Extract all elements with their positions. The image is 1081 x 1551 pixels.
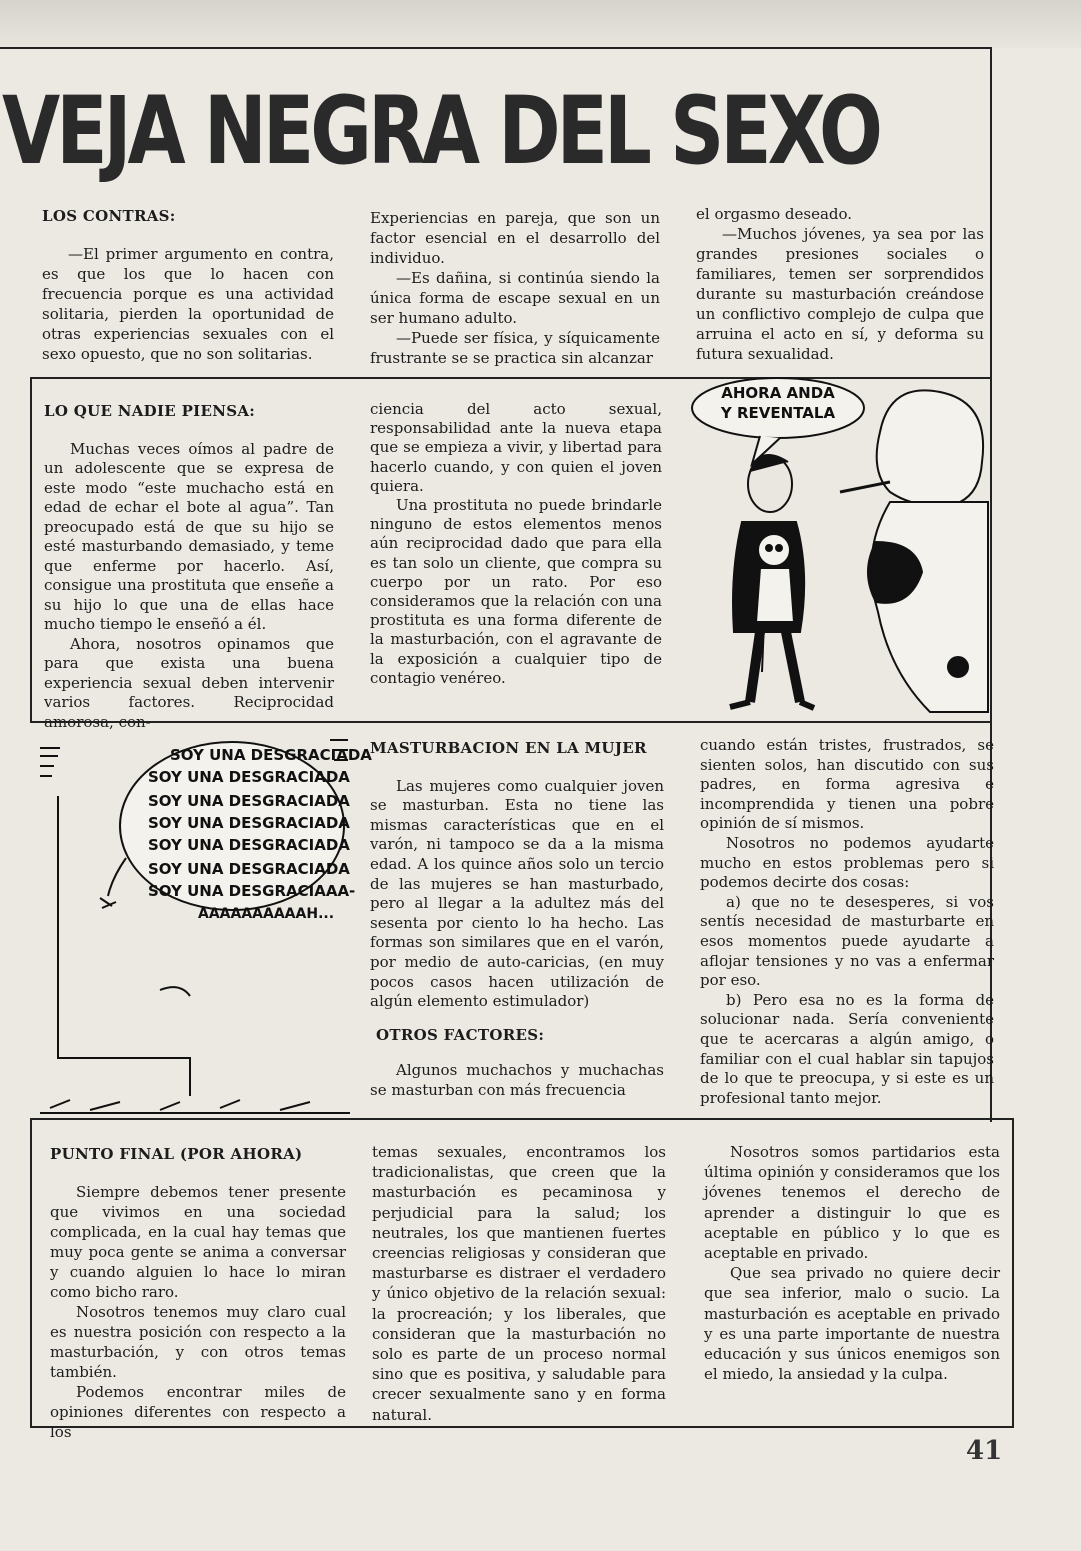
paragraph: Nosotros somos partidarios esta última opinión y consideramos que los jóvenes tenemos el derecho de aprender a distinguir lo que es aceptable en público y lo que es aceptable en privado. bbox=[704, 1143, 1000, 1263]
paragraph: temas sexuales, encontramos los tradicionalistas, que creen que la masturbación es pecaminosa y perjudicial para la salud; los neutrales, los que mantienen fuertes creencias religiosas y consideran que masturbarse es distraer el verdadero y único objetivo de la relación sexual: la procreación; y los liberales, que consideran que la masturbación no solo es parte de un proceso normal sino que es positiva, y saludable para crecer sexualmente sano y en forma natural. bbox=[372, 1143, 666, 1424]
speech-line-1: AHORA ANDA bbox=[721, 384, 835, 402]
paragraph: Ahora, nosotros opinamos que para que exista una buena experiencia sexual deben intervenir varios factores. Reciprocidad amorosa, con- bbox=[44, 634, 334, 731]
contras-heading: LOS CONTRAS: bbox=[42, 207, 176, 225]
paragraph: Algunos muchachos y muchachas se masturban con más frecuencia bbox=[370, 1061, 664, 1099]
mujer-heading: MASTURBACION EN LA MUJER bbox=[370, 739, 647, 757]
paragraph: Siempre debemos tener presente que vivimos en una sociedad complicada, en la cual hay temas que muy poca gente se anima a conversar y cuando alguien lo hace lo miran como bicho raro. bbox=[50, 1183, 346, 1301]
paragraph: Experiencias en pareja, que son un factor esencial en el desarrollo del individuo. bbox=[370, 209, 660, 267]
mujer-column-2 bbox=[700, 736, 994, 1108]
paragraph: Nosotros tenemos muy claro cual es nuestra posición con respecto a la masturbación, y con otros temas también. bbox=[50, 1303, 346, 1381]
paragraph: cuando están tristes, frustrados, se sienten solos, han discutido con sus padres, en forma agresiva e incomprendida y tienen una pobre opinión de sí mismos. bbox=[700, 736, 994, 833]
mujer-column-1 bbox=[370, 739, 664, 1101]
desgraciada-cartoon bbox=[30, 728, 372, 1123]
paragraph: Nosotros no podemos ayudarte mucho en estos problemas pero si podemos decirte dos cosas: bbox=[700, 833, 994, 892]
paragraph: —Puede ser física, y síquicamente frustrante se se practica sin alcanzar bbox=[370, 329, 660, 367]
father-prostitute-cartoon bbox=[690, 372, 988, 722]
paragraph: b) Pero esa no es la forma de solucionar nada. Sería conveniente que te acercaras a algún amigo, o familiar con el cual hablar sin tapujos de lo que te preocupa, y si este es un profesional tanto mejor. bbox=[700, 990, 994, 1107]
paragraph: ciencia del acto sexual, responsabilidad ante la nueva etapa que se empieza a vivir, y libertad para hacerlo cuando, y con quien el joven quiera. bbox=[370, 400, 662, 495]
nadie-heading: LO QUE NADIE PIENSA: bbox=[44, 402, 256, 420]
desgraciada-line: SOY UNA DESGRACIADA bbox=[148, 836, 350, 854]
desgraciada-line: SOY UNA DESGRACIADA bbox=[148, 768, 350, 786]
contras-column-1 bbox=[42, 206, 334, 364]
paragraph: el orgasmo deseado. bbox=[696, 205, 853, 223]
desgraciada-line: SOY UNA DESGRACIADA bbox=[148, 792, 350, 810]
final-column-2 bbox=[372, 1142, 666, 1425]
paragraph: Podemos encontrar miles de opiniones diferentes con respecto a los bbox=[50, 1383, 346, 1441]
woman-figure bbox=[840, 390, 988, 712]
paragraph: Las mujeres como cualquier joven se masturban. Esta no tiene las mismas características que en el varón, ni tampoco se da a la misma edad. A los quince años solo un tercio de las mujeres se han masturbado, pero al llegar a la adultez más del sesenta por ciento lo ha hecho. Las formas son similares que en el varón, por medio de auto-caricias, (en muy pocos casos hacen utilización de algún elemento estimulador) bbox=[370, 776, 664, 1011]
paragraph: Muchas veces oímos al padre de un adolescente que se expresa de este modo “este muchacho está en edad de echar el bote al agua”. Tan preocupado está de que su hijo se esté masturbando demasiado, y teme que enferme por hacerlo. Así, consigue una prostituta que enseñe a su hijo lo que una de ellas hace mucho tiempo le enseñó a él. bbox=[44, 439, 334, 633]
desgraciada-line: SOY UNA DESGRACIAAA- bbox=[148, 882, 356, 900]
otros-heading: OTROS FACTORES: bbox=[376, 1025, 545, 1044]
top-rule bbox=[0, 47, 992, 49]
paragraph: —El primer argumento en contra, es que los que lo hacen con frecuencia porque es una actividad solitaria, pierden la oportunidad de otras experiencias sexuales con el sexo opuesto, que no son solitarias. bbox=[42, 245, 334, 363]
page-number: 41 bbox=[966, 1436, 1003, 1466]
desgraciada-line: AAAAAAAAAAH... bbox=[198, 906, 335, 922]
nadie-column-1 bbox=[44, 402, 334, 732]
contras-column-3 bbox=[696, 204, 984, 364]
desgraciada-line: SOY UNA DESGRACIADA bbox=[148, 814, 350, 832]
desgraciada-line: SOY UNA DESGRACIADA bbox=[148, 860, 350, 878]
speech-line-2: Y REVENTALA bbox=[720, 404, 836, 422]
final-column-1 bbox=[50, 1144, 346, 1442]
desgraciada-line: SOY UNA DESGRACIADA bbox=[170, 746, 372, 764]
contras-column-2 bbox=[370, 208, 660, 368]
nadie-column-2 bbox=[370, 400, 662, 688]
paragraph: a) que no te desesperes, si vos sentís necesidad de masturbarte en esos momentos puede ayudarte a aflojar tensiones y no vas a enfermar por eso. bbox=[700, 892, 994, 990]
final-column-3 bbox=[704, 1142, 1000, 1384]
paragraph: —Muchos jóvenes, ya sea por las grandes presiones sociales o familiares, temen ser sorprendidos durante su masturbación creándose un conflictivo complejo de culpa que arruina el acto en sí, y deforma su futura sexualidad. bbox=[696, 225, 984, 363]
paragraph: Una prostituta no puede brindarle ninguno de estos elementos menos aún reciprocidad dado que para ella es tan solo un cliente, que compra su cuerpo por un rato. Por eso consideramos que la relación con una prostituta es una forma diferente de la masturbación, con el agravante de la exposición a cualquier tipo de contagio venéreo. bbox=[370, 496, 662, 687]
paragraph: Que sea privado no quiere decir que sea inferior, malo o sucio. La masturbación es aceptable en privado y es una parte importante de nuestra educación y sus únicos enemigos son el miedo, la ansiedad y la culpa. bbox=[704, 1264, 1000, 1384]
paragraph: —Es dañina, si continúa siendo la única forma de escape sexual en un ser humano adulto. bbox=[370, 269, 660, 327]
final-heading: PUNTO FINAL (POR AHORA) bbox=[50, 1145, 303, 1163]
page-top-shadow bbox=[0, 0, 1081, 48]
page-title: VEJA NEGRA DEL SEXO bbox=[2, 77, 879, 186]
